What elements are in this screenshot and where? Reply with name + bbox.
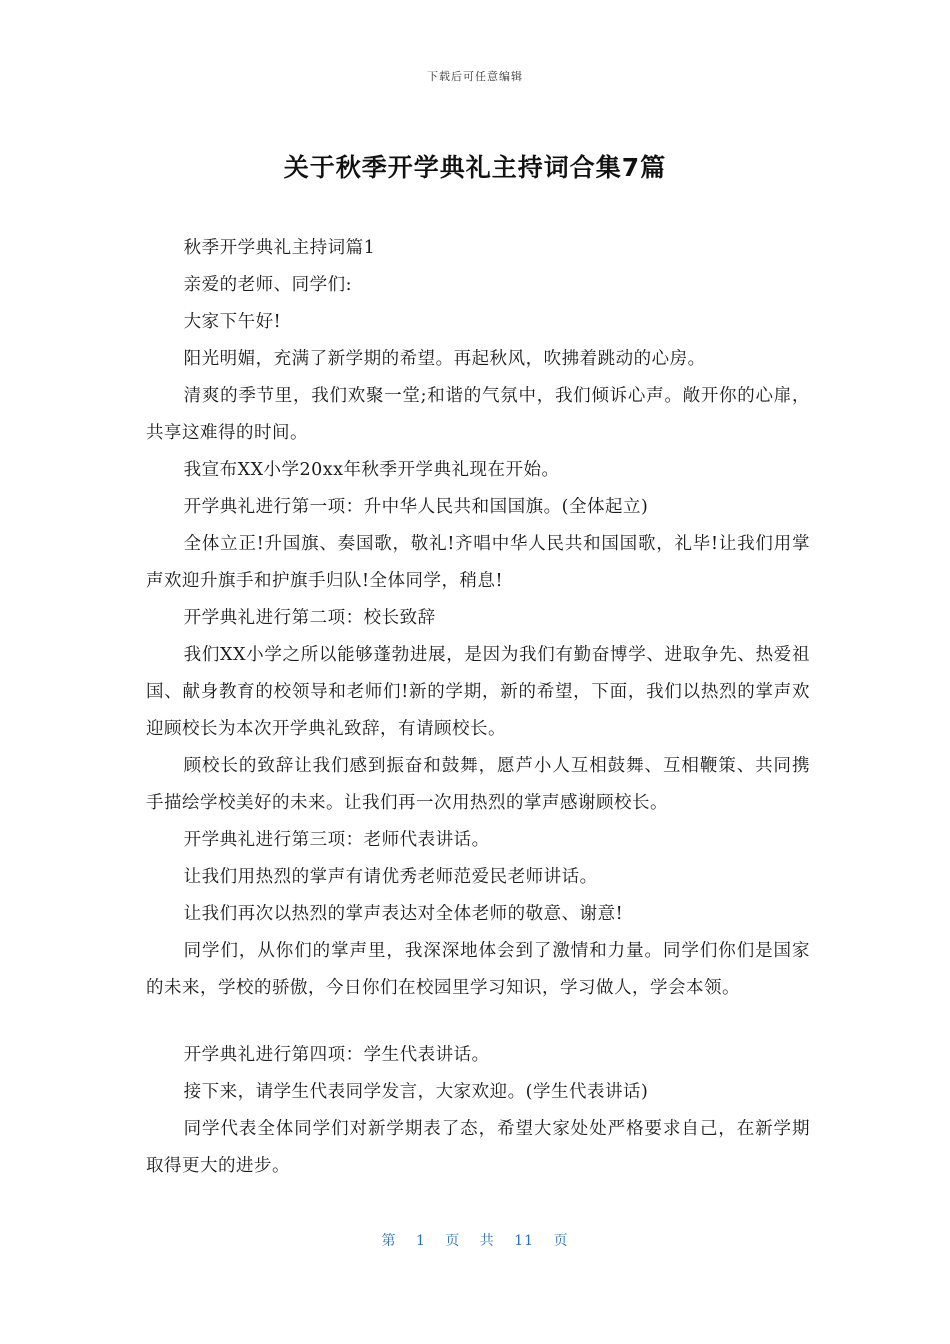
paragraph: 开学典礼进行第三项：老师代表讲话。 <box>183 830 490 850</box>
paragraph: 让我们用热烈的掌声有请优秀老师范爱民老师讲话。 <box>183 867 598 887</box>
document-body <box>146 230 810 1185</box>
paragraph: 秋季开学典礼主持词篇1 <box>183 238 376 258</box>
paragraph: 我们XX小学之所以能够蓬勃进展，是因为我们有勤奋博学、进取争先、热爱祖国、献身教育的校领导和老师们!新的学期，新的希望，下面，我们以热烈的掌声欢迎顾校长为本次开学典礼致辞，有请顾校长。 <box>146 645 810 739</box>
paragraph: 阳光明媚，充满了新学期的希望。再起秋风，吹拂着跳动的心房。 <box>183 349 706 369</box>
paragraph: 清爽的季节里，我们欢聚一堂;和谐的气氛中，我们倾诉心声。敞开你的心扉，共享这难得的时间。 <box>146 386 810 443</box>
header-note: 下载后可任意编辑 <box>427 70 523 83</box>
page-number: 第 1 页 共 11 页 <box>381 1233 569 1249</box>
paragraph: 开学典礼进行第一项：升中华人民共和国国旗。(全体起立) <box>183 497 649 517</box>
paragraph: 开学典礼进行第二项：校长致辞 <box>183 608 436 628</box>
paragraph: 接下来，请学生代表同学发言，大家欢迎。(学生代表讲话) <box>183 1082 649 1102</box>
paragraph: 同学代表全体同学们对新学期表了态，希望大家处处严格要求自己，在新学期取得更大的进步。 <box>146 1119 810 1176</box>
paragraph: 全体立正!升国旗、奏国歌，敬礼!齐唱中华人民共和国国歌，礼毕!让我们用掌声欢迎升旗手和护旗手归队!全体同学，稍息! <box>146 534 810 591</box>
paragraph: 开学典礼进行第四项：学生代表讲话。 <box>183 1045 490 1065</box>
paragraph: 顾校长的致辞让我们感到振奋和鼓舞，愿芦小人互相鼓舞、互相鞭策、共同携手描绘学校美好的未来。让我们再一次用热烈的掌声感谢顾校长。 <box>146 756 810 813</box>
paragraph: 让我们再次以热烈的掌声表达对全体老师的敬意、谢意! <box>183 904 624 924</box>
paragraph: 同学们，从你们的掌声里，我深深地体会到了激情和力量。同学们你们是国家的未来，学校的骄傲，今日你们在校园里学习知识，学习做人，学会本领。 <box>146 941 810 998</box>
paragraph: 我宣布XX小学20xx年秋季开学典礼现在开始。 <box>183 460 560 480</box>
paragraph: 大家下午好! <box>183 312 282 332</box>
document-title: 关于秋季开学典礼主持词合集7篇 <box>283 153 667 182</box>
paragraph: 亲爱的老师、同学们: <box>183 275 353 295</box>
